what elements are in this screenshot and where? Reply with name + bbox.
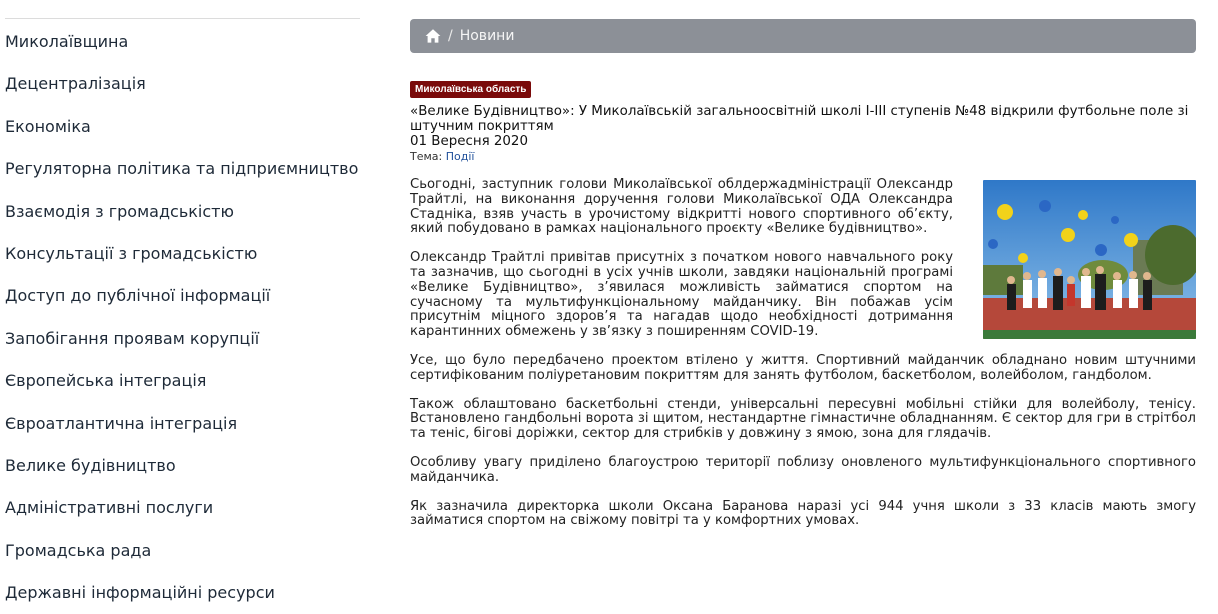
sidebar-item-public-info-access[interactable]: Доступ до публічної інформації xyxy=(5,286,271,306)
sidebar-item-public-consultations[interactable]: Консультації з громадськістю xyxy=(5,243,258,263)
home-icon[interactable] xyxy=(425,28,441,44)
article-paragraph: Усе, що було передбачено проектом втілено у життя. Спортивний майданчик обладнано новим штучними сертифікованим поліуретановим покриттям для занять футболом, баскетболом, волейболом, гандболом. xyxy=(410,352,1196,383)
sidebar-item-mykolaivshchyna[interactable]: Миколаївщина xyxy=(5,32,129,51)
article-photo xyxy=(983,180,1196,339)
sidebar-nav xyxy=(5,18,360,614)
sidebar-item-anti-corruption[interactable]: Запобігання проявам корупції xyxy=(5,328,260,348)
sidebar-item-euroatlantic-integration[interactable]: Євроатлантична інтеграція xyxy=(5,413,238,433)
sidebar-item-decentralization[interactable]: Децентралізація xyxy=(5,74,146,94)
article-topic xyxy=(410,150,1196,164)
sidebar-item-great-construction[interactable]: Велике будівництво xyxy=(5,455,176,475)
breadcrumb-current: Новини xyxy=(459,28,515,44)
sidebar-list xyxy=(5,19,360,614)
article-date: 01 Вересня 2020 xyxy=(410,134,528,149)
sidebar-item-public-interaction[interactable]: Взаємодія з громадськістю xyxy=(5,201,234,221)
sidebar-item-admin-services[interactable]: Адміністративні послуги xyxy=(5,498,214,518)
article-paragraph: Також облаштовано баскетбольні стенди, універсальні пересувні мобільні стійки для волейболу, тенісу. Встановлено гандбольні ворота зі щитом, нестандартне гімнастичне обладнанням. Є сектор для гри в стрітбол та теніс, бігові доріжки, сектор для стрибків у довжину з ямою, зона для глядачів. xyxy=(410,396,1196,442)
sidebar-item-regulatory-policy[interactable]: Регуляторна політика та підприємництво xyxy=(5,159,359,179)
sidebar-item-public-council[interactable]: Громадська рада xyxy=(5,540,152,560)
topic-label: Тема: xyxy=(410,150,443,163)
sidebar-item-state-info-resources[interactable]: Державні інформаційні ресурси xyxy=(5,583,275,603)
region-tag[interactable]: Миколаївська область xyxy=(410,81,531,98)
article-paragraph: Сьогодні, заступник голови Миколаївської облдержадміністрації Олександр Трайтлі, на виконання доручення голови Миколаївської ОДА Олександра Стадніка, взяв участь в урочистому відкритті нового спортивного об’єкту, який побудовано в рамках національного проєкту «Велике будівництво». xyxy=(410,177,953,237)
article-paragraph: Особливу увагу приділено благоустрою території поблизу оновленого мультифункціонального спортивного майданчика. xyxy=(410,454,1196,485)
article-body xyxy=(410,178,1196,529)
article-title: «Велике Будівництво»: У Миколаївській загальноосвітній школі І-ІІІ ступенів №48 відкрили футбольне поле зі штучним покриттям xyxy=(410,104,1189,134)
topic-link[interactable]: Події xyxy=(445,150,475,163)
ceremony-photo xyxy=(983,180,1196,339)
article-paragraph: Як зазначила директорка школи Оксана Баранова наразі усі 944 учня школи з 33 класів мають змогу займатися спортом на свіжому повітрі та у комфортних умовах. xyxy=(410,498,1196,529)
breadcrumb xyxy=(410,19,1196,53)
article-paragraph: Олександр Трайтлі привітав присутніх з початком нового навчального року та зазначив, що сьогодні в усіх учнів школи, завдяки національній програмі «Велике Будівництво», з’явилася можливість займатися спортом на сучасному та мультифункціональному майданчику. Він побажав усім присутнім міцного здоров’я та нагадав щодо необхідності дотримання карантинних обмежень у зв’язку з поширенням COVID-19. xyxy=(410,250,953,340)
main-content xyxy=(410,19,1196,543)
sidebar-item-european-integration[interactable]: Європейська інтеграція xyxy=(5,371,207,391)
sidebar-item-economy[interactable]: Економіка xyxy=(5,116,91,136)
breadcrumb-separator: / xyxy=(448,28,453,44)
